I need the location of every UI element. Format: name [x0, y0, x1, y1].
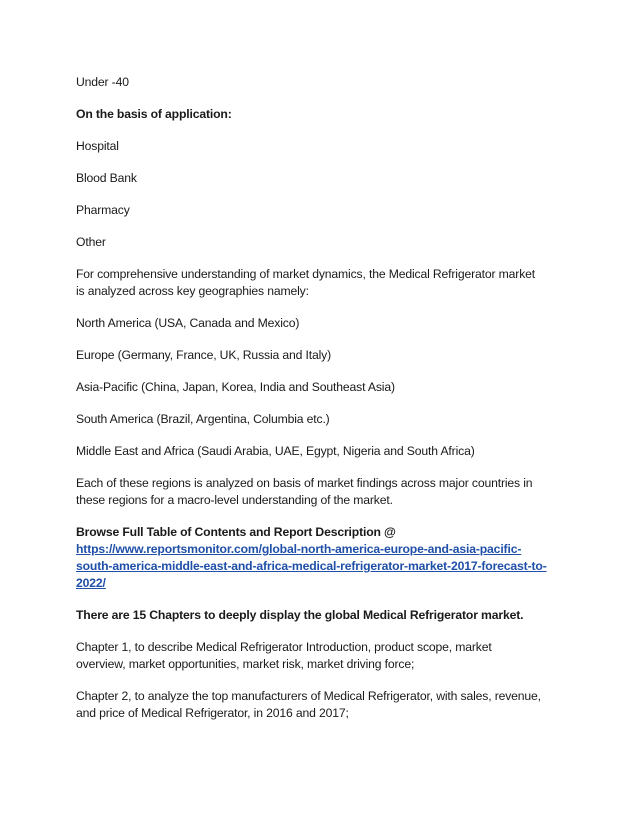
report-link[interactable] — [76, 575, 576, 592]
regions-summary-line: these regions for a macro-level understanding of the market. — [76, 493, 393, 507]
temperature-item-under-40: Under -40 — [76, 75, 129, 89]
report-link[interactable] — [76, 541, 576, 558]
browse-report-paragraph — [76, 524, 576, 592]
chapter-2-paragraph — [76, 688, 576, 722]
report-link-line[interactable]: south-america-middle-east-and-africa-medical-refrigerator-market-2017-forecast-to- — [76, 559, 547, 573]
region-item-middle-east-africa: Middle East and Africa (Saudi Arabia, UAE, Egypt, Nigeria and South Africa) — [76, 444, 475, 458]
chapter-1-line: Chapter 1, to describe Medical Refrigerator Introduction, product scope, market — [76, 640, 492, 654]
report-link-line[interactable]: https://www.reportsmonitor.com/global-north-america-europe-and-asia-pacific- — [76, 542, 522, 556]
chapters-heading: There are 15 Chapters to deeply display the global Medical Refrigerator market. — [76, 608, 524, 622]
application-item-blood-bank: Blood Bank — [76, 171, 137, 185]
application-item-hospital: Hospital — [76, 139, 119, 153]
report-link[interactable] — [76, 558, 576, 575]
regions-summary-line: Each of these regions is analyzed on basis of market findings across major countries in — [76, 476, 533, 490]
chapter-2-line: Chapter 2, to analyze the top manufacturers of Medical Refrigerator, with sales, revenue, — [76, 689, 541, 703]
application-item-pharmacy: Pharmacy — [76, 203, 130, 217]
geography-intro-line: For comprehensive understanding of market dynamics, the Medical Refrigerator market — [76, 267, 536, 281]
geography-intro-line: is analyzed across key geographies namely: — [76, 284, 309, 298]
application-item-other: Other — [76, 235, 106, 249]
report-link-line[interactable]: 2022/ — [76, 576, 106, 590]
region-item-north-america: North America (USA, Canada and Mexico) — [76, 316, 300, 330]
region-item-asia-pacific: Asia-Pacific (China, Japan, Korea, India and Southeast Asia) — [76, 380, 395, 394]
application-heading: On the basis of application: — [76, 107, 232, 121]
chapter-1-line: overview, market opportunities, market risk, market driving force; — [76, 657, 415, 671]
chapter-1-paragraph — [76, 639, 576, 673]
region-item-europe: Europe (Germany, France, UK, Russia and Italy) — [76, 348, 332, 362]
browse-report-label: Browse Full Table of Contents and Report Description @ — [76, 525, 396, 539]
region-item-south-america: South America (Brazil, Argentina, Columbia etc.) — [76, 412, 330, 426]
regions-summary-paragraph — [76, 475, 576, 509]
chapter-2-line: and price of Medical Refrigerator, in 2016 and 2017; — [76, 706, 349, 720]
document-page — [76, 74, 576, 722]
geography-intro-paragraph — [76, 266, 576, 300]
